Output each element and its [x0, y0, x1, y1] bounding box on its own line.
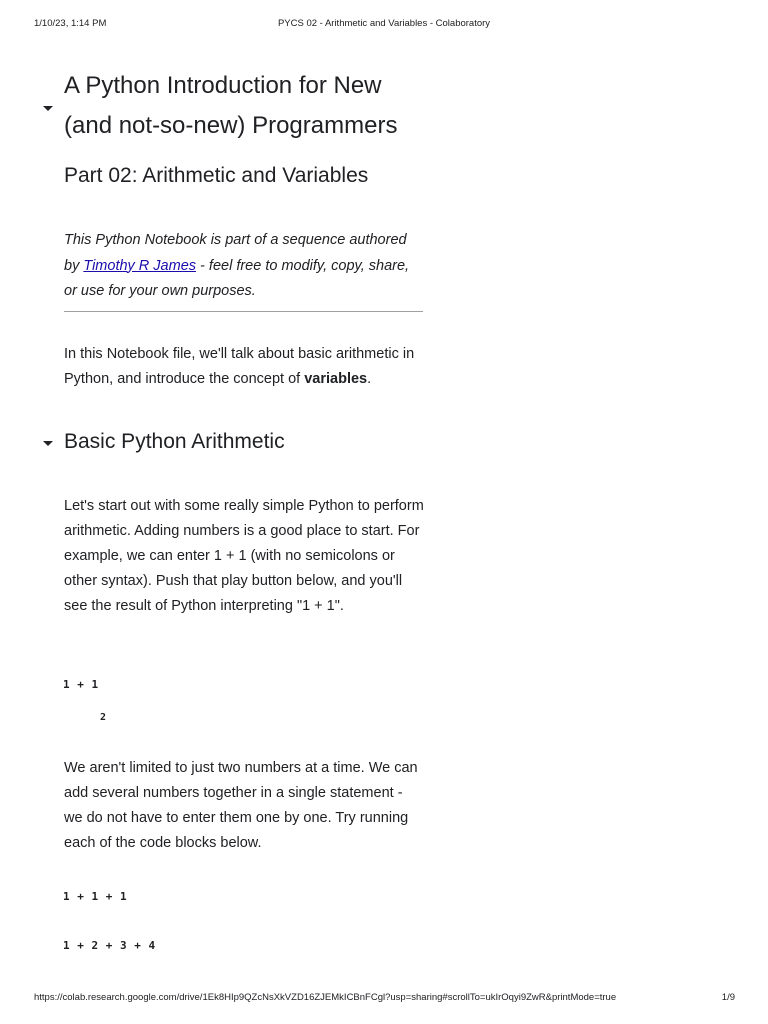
print-url: https://colab.research.google.com/drive/1Ek8HIp9QZcNsXkVZD16ZJEMkICBnFCgl?usp=sharing#scrollTo=ukIrOqyi9ZwR&printMode=true [34, 992, 617, 1003]
notebook-subtitle: Part 02: Arithmetic and Variables [64, 164, 369, 187]
code-cell-2[interactable]: 1 + 1 + 1 [63, 890, 128, 903]
print-doc-title: PYCS 02 - Arithmetic and Variables - Colaboratory [277, 18, 491, 29]
author-note-line-2: - feel free to modify, copy, share, [196, 257, 410, 274]
print-datetime: 1/10/23, 1:14 PM [34, 18, 107, 29]
code-cell-1[interactable]: 1 + 1 [63, 678, 99, 691]
arithmetic-paragraph-2: We aren't limited to just two numbers at a time. We can add several numbers together in a single statement - we do not have to enter them one by one. Try running each of the code blocks below. [64, 760, 418, 851]
title-line-2: (and not-so-new) Programmers [64, 112, 398, 139]
section-heading-arithmetic: Basic Python Arithmetic [64, 430, 285, 453]
code-cell-3[interactable]: 1 + 2 + 3 + 4 [63, 939, 156, 952]
arithmetic-paragraph-1: Let's start out with some really simple Python to perform arithmetic. Adding numbers is a good place to start. For example, we can enter 1 + 1 (with no semicolons or other syntax). Push that play button below, and you'll see the result of Python interpreting "1 + 1". [64, 498, 424, 614]
author-note-line-3: or use for your own purposes. [64, 283, 256, 299]
intro-paragraph [64, 342, 424, 392]
author-link[interactable]: Timothy R James [83, 257, 197, 274]
notebook-title [64, 66, 444, 146]
author-note [64, 228, 424, 305]
collapse-arithmetic-section-icon[interactable] [43, 441, 53, 446]
notebook-title-block [64, 66, 444, 146]
variables-keyword: variables [304, 371, 368, 387]
author-note-line-1: This Python Notebook is part of a sequence authored [64, 232, 407, 248]
collapse-title-section-icon[interactable] [43, 106, 53, 111]
intro-paragraph-end: . [367, 371, 372, 387]
intro-paragraph-text: In this Notebook file, we'll talk about basic arithmetic in Python, and introduce the concept of [64, 346, 415, 387]
horizontal-divider [64, 311, 423, 312]
title-line-1: A Python Introduction for New [64, 72, 382, 99]
print-page-number: 1/9 [721, 992, 735, 1003]
code-cell-1-output: 2 [100, 712, 107, 723]
author-note-by: by [64, 257, 84, 274]
